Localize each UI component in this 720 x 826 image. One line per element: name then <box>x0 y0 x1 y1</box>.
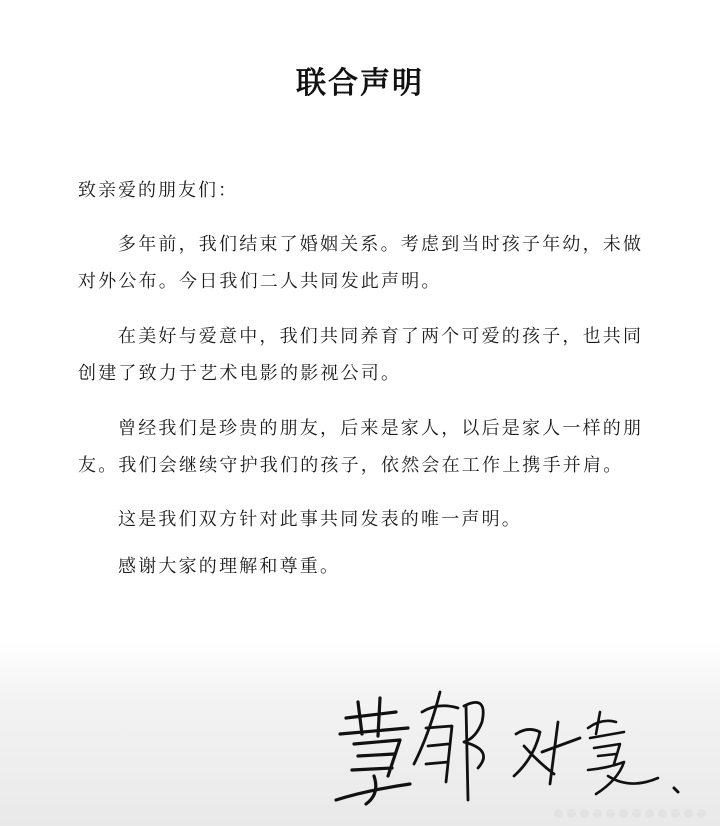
watermark-dots <box>554 809 706 818</box>
watermark-dot <box>632 809 641 818</box>
handwritten-signature-icon <box>318 672 698 812</box>
watermark-dot <box>684 809 693 818</box>
watermark-dot <box>606 809 615 818</box>
watermark-dot <box>554 809 563 818</box>
paragraph-1: 多年前，我们结束了婚姻关系。考虑到当时孩子年幼，未做对外公布。今日我们二人共同发此声明。 <box>78 234 644 292</box>
watermark-dot <box>645 809 654 818</box>
watermark-dot <box>593 809 602 818</box>
paragraph-4: 这是我们双方针对此事共同发表的唯一声明。 <box>118 509 522 530</box>
watermark-dot <box>580 809 589 818</box>
salutation: 致亲爱的朋友们： <box>78 180 238 201</box>
watermark-dot <box>671 809 680 818</box>
paragraph-2: 在美好与爱意中，我们共同养育了两个可爱的孩子，也共同创建了致力于艺术电影的影视公司。 <box>78 326 644 384</box>
paragraph-5: 感谢大家的理解和尊重。 <box>118 556 341 577</box>
watermark-dot <box>567 809 576 818</box>
watermark-dot <box>658 809 667 818</box>
document-title: 联合声明 <box>296 66 424 101</box>
watermark-dot <box>697 809 706 818</box>
paragraph-3: 曾经我们是珍贵的朋友，后来是家人，以后是家人一样的朋友。我们会继续守护我们的孩子，依然会在工作上携手并肩。 <box>78 418 644 476</box>
watermark-dot <box>619 809 628 818</box>
